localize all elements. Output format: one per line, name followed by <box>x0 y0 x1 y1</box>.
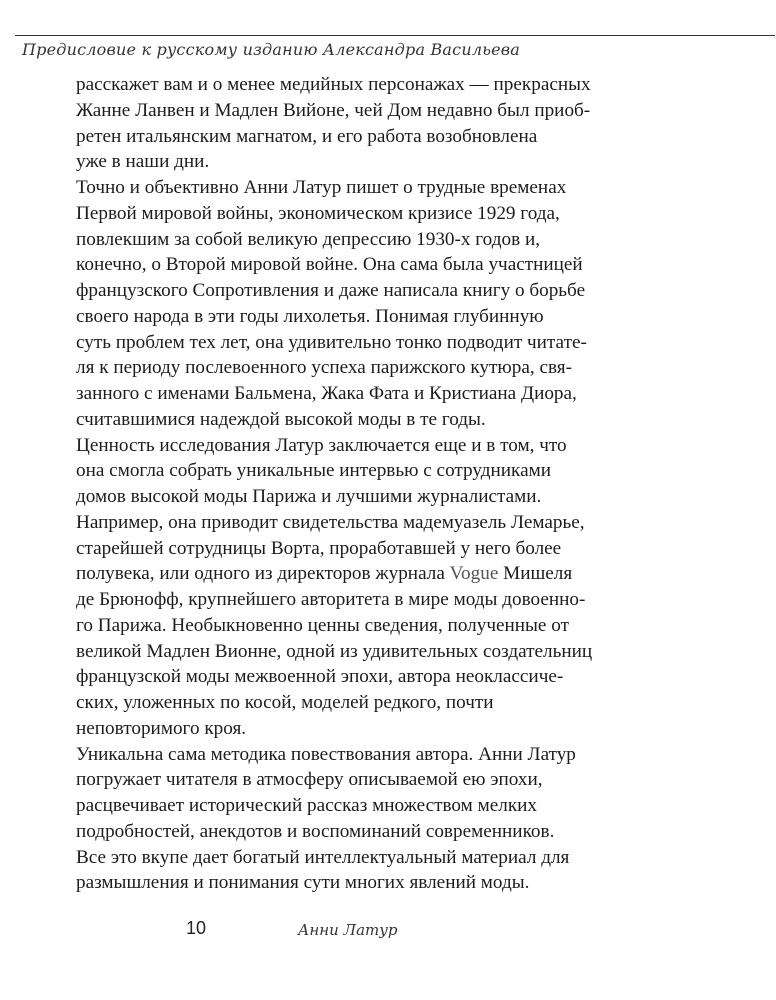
text-line: уже в наши дни. <box>76 151 210 173</box>
text-line: своего народа в эти годы лихолетья. Понимая глубинную <box>76 305 544 327</box>
text-line: Уникальна сама методика повествования автора. Анни Латур <box>76 743 576 765</box>
text-line: Ценность исследования Латур заключается еще и в том, что <box>76 434 567 456</box>
text-line: подробностей, анекдотов и воспоминаний современников. <box>76 820 555 842</box>
text-line: Первой мировой войны, экономическом кризисе 1929 года, <box>76 202 560 224</box>
text-line: Жанне Ланвен и Мадлен Вийоне, чей Дом недавно был приоб- <box>76 99 591 121</box>
text-line: французского Сопротивления и даже написала книгу о борьбе <box>76 280 586 301</box>
text-line: старейшей сотрудницы Ворта, проработавшей у него более <box>76 537 562 559</box>
text-segment: Мишеля <box>498 563 573 585</box>
text-line: Например, она приводит свидетельства мадемуазель Лемарье, <box>76 511 585 533</box>
text-line: расцвечивает исторический рассказ множеством мелких <box>76 795 538 816</box>
text-line: французской моды межвоенной эпохи, автора неоклассиче- <box>76 666 564 688</box>
text-line: повлекшим за собой великую депрессию 1930-х годов и, <box>76 228 541 250</box>
text-line: де Брюнофф, крупнейшего авторитета в мире моды довоенно- <box>76 589 586 610</box>
running-head: Предисловие к русскому изданию Александра Васильева <box>22 40 521 59</box>
text-line: суть проблем тех лет, она удивительно тонко подводит читате- <box>76 331 587 353</box>
magazine-title: Vogue <box>449 563 499 585</box>
text-line-with-vogue <box>76 561 716 587</box>
header-rule <box>15 35 775 36</box>
text-line: занного с именами Бальмена, Жака Фата и Кристиана Диора, <box>76 383 577 404</box>
body-text <box>76 72 716 896</box>
text-line: го Парижа. Необыкновенно ценны сведения, полученные от <box>76 614 569 636</box>
text-segment: полувека, или одного из директоров журнала <box>76 563 445 585</box>
text-line: считавшимися надеждой высокой моды в те годы. <box>76 408 486 430</box>
text-line: конечно, о Второй мировой войне. Она сама была участницей <box>76 254 583 276</box>
text-line: Все это вкупе дает богатый интеллектуальный материал для <box>76 846 570 868</box>
text-line: Точно и объективно Анни Латур пишет о трудные временах <box>76 177 567 198</box>
text-line: ля к периоду послевоенного успеха парижского кутюра, свя- <box>76 357 572 379</box>
text-line: неповторимого кроя. <box>76 717 247 739</box>
text-line: ретен итальянским магнатом, и его работа возобновлена <box>76 125 538 147</box>
text-line: расскажет вам и о менее медийных персонажах — прекрасных <box>76 74 591 95</box>
text-line: размышления и понимания сути многих явлений моды. <box>76 872 530 894</box>
text-line: ских, уложенных по косой, моделей редкого, почти <box>76 692 494 713</box>
text-line: погружает читателя в атмосферу описываемой ею эпохи, <box>76 769 543 791</box>
page-number: 10 <box>186 918 207 938</box>
text-line: домов высокой моды Парижа и лучшими журналистами. <box>76 486 542 507</box>
text-line: она смогла собрать уникальные интервью с сотрудниками <box>76 460 552 482</box>
text-line: великой Мадлен Вионне, одной из удивительных создательниц <box>76 640 593 662</box>
footer-author: Анни Латур <box>298 921 398 939</box>
